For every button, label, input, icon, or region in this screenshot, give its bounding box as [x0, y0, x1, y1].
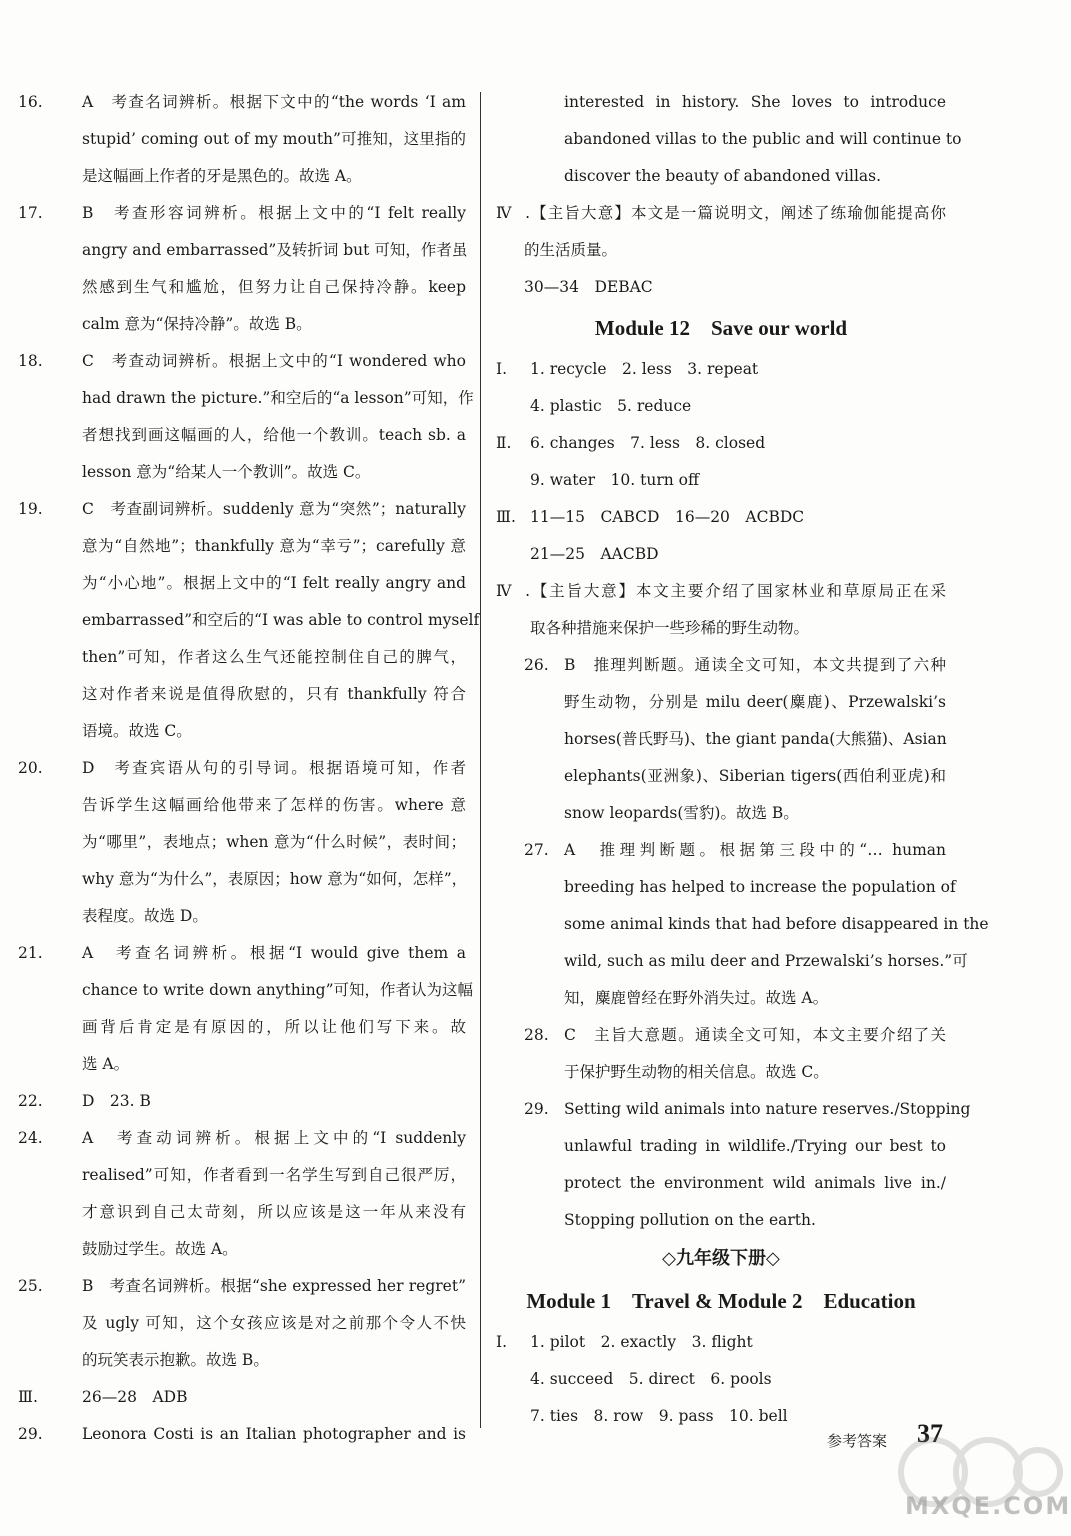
text-line — [18, 1120, 466, 1157]
line-text: 意为“自然地”；thankfully 意为“幸亏”；carefully 意 — [82, 537, 466, 555]
text-line — [18, 861, 466, 898]
line-text: 【主旨大意】本文主要介绍了国家林业和草原局正在采 — [530, 582, 946, 600]
footer-label: 参考答案 — [827, 1432, 888, 1450]
line-text: Stopping pollution on the earth. — [564, 1211, 816, 1229]
column-divider — [480, 92, 481, 1428]
text-line — [496, 647, 946, 684]
text-line — [496, 610, 946, 647]
text-line — [18, 1416, 466, 1453]
line-text: A 考查名词辨析。根据“I would give them a — [82, 944, 466, 962]
text-line — [496, 269, 946, 306]
item-number: 29. — [524, 1100, 549, 1118]
line-text: 语境。故选 C。 — [82, 722, 192, 740]
line-text: 告诉学生这幅画给他带来了怎样的伤害。where 意 — [82, 796, 466, 814]
text-line — [496, 499, 946, 536]
section-number: Ⅱ. — [496, 434, 512, 452]
text-line — [18, 972, 474, 1009]
line-text: 30—34 DEBAC — [524, 278, 653, 296]
line-text: breeding has helped to increase the population of — [564, 878, 956, 896]
text-line — [496, 980, 946, 1017]
line-text: discover the beauty of abandoned villas. — [564, 167, 882, 185]
line-text: 选 A。 — [82, 1055, 130, 1073]
line-text: B 考查形容词辨析。根据上文中的“I felt really — [82, 204, 466, 222]
text-line — [496, 1165, 946, 1202]
line-text: stupid’ coming out of my mouth”可推知，这里指的 — [82, 130, 466, 148]
module-12-title: Module 12 Save our world — [594, 316, 848, 340]
text-line — [496, 536, 946, 573]
text-line — [496, 758, 946, 795]
text-line — [18, 565, 466, 602]
text-line — [496, 869, 956, 906]
text-line — [496, 1017, 946, 1054]
text-line — [496, 721, 946, 758]
text-line — [496, 943, 968, 980]
text-line — [496, 462, 946, 499]
watermark-text: MXQE.COM — [905, 1492, 1071, 1520]
page-number: 37 — [917, 1419, 943, 1448]
text-line — [496, 1091, 971, 1128]
line-text: realised”可知，作者看到一名学生写到自己很严厉， — [82, 1166, 466, 1184]
text-line — [18, 380, 474, 417]
line-text: unlawful trading in wildlife./Trying our best to — [564, 1137, 946, 1155]
line-text: 于保护野生动物的相关信息。故选 C。 — [564, 1063, 829, 1081]
line-text: 4. succeed 5. direct 6. pools — [530, 1370, 772, 1388]
text-line — [496, 832, 946, 869]
module-1-title: Module 1 Travel & Module 2 Education — [526, 1289, 916, 1313]
text-line — [18, 454, 466, 491]
line-text: 及 ugly 可知，这个女孩应该是对之前那个令人不快 — [82, 1314, 466, 1332]
text-line — [496, 795, 946, 832]
section-number: Ⅰ. — [496, 360, 508, 378]
line-text: abandoned villas to the public and will continue to — [564, 130, 962, 148]
text-line — [496, 684, 946, 721]
item-number: 20. — [18, 759, 43, 777]
line-text: 然感到生气和尴尬，但努力让自己保持冷静。keep — [82, 278, 466, 296]
line-text: B 考查名词辨析。根据“she expressed her regret” — [82, 1277, 466, 1295]
line-text: protect the environment wild animals live in./ — [564, 1174, 946, 1192]
text-line — [18, 824, 466, 861]
line-text: 21—25 AACBD — [530, 545, 659, 563]
line-text: Leonora Costi is an Italian photographer and is — [82, 1425, 466, 1443]
line-text: 画背后肯定是有原因的，所以让他们写下来。故 — [82, 1018, 466, 1036]
text-line — [496, 351, 946, 388]
line-text: then”可知，作者这么生气还能控制住自己的脾气， — [82, 648, 466, 666]
line-text: 取各种措施来保护一些珍稀的野生动物。 — [530, 619, 810, 637]
text-line — [18, 343, 466, 380]
text-line — [18, 750, 466, 787]
text-line — [496, 1202, 946, 1239]
line-text: wild, such as milu deer and Przewalski’s horses.”可 — [564, 952, 968, 970]
line-text: A 推理判断题。根据第三段中的“… human — [564, 841, 946, 859]
line-text: 的生活质量。 — [524, 241, 618, 259]
line-text: snow leopards(雪豹)。故选 B。 — [564, 804, 799, 822]
text-line — [496, 388, 946, 425]
text-line — [18, 269, 466, 306]
section-number: Ⅳ. — [496, 582, 530, 600]
text-line — [496, 158, 946, 195]
item-number: 28. — [524, 1026, 549, 1044]
text-line — [496, 573, 946, 610]
text-line — [496, 1361, 946, 1398]
text-line — [18, 121, 466, 158]
line-text: 为“小心地”。根据上文中的“I felt really angry and — [82, 574, 466, 592]
text-line — [18, 528, 466, 565]
line-text: C 考查副词辨析。suddenly 意为“突然”；naturally — [82, 500, 466, 518]
section-number: Ⅲ. — [496, 508, 516, 526]
section-number: Ⅳ. — [496, 204, 530, 222]
left-column — [18, 84, 480, 1453]
line-text: 1. pilot 2. exactly 3. flight — [530, 1333, 753, 1351]
text-line — [496, 1324, 946, 1361]
line-text: 才意识到自己太苛刻，所以应该是这一年从来没有 — [82, 1203, 466, 1221]
line-text: C 考查动词辨析。根据上文中的“I wondered who — [82, 352, 466, 370]
line-text: 是这幅画上作者的牙是黑色的。故选 A。 — [82, 167, 362, 185]
item-number: 27. — [524, 841, 549, 859]
line-text: embarrassed”和空后的“I was able to control myself — [82, 611, 480, 629]
text-line — [18, 602, 480, 639]
line-text: horses(普氏野马)、the giant panda(大熊猫)、Asian — [564, 730, 947, 748]
text-line — [496, 425, 946, 462]
text-line — [18, 1046, 466, 1083]
line-text: B 推理判断题。通读全文可知，本文共提到了六种 — [564, 656, 946, 674]
line-text: angry and embarrassed”及转折词 but 可知，作者虽 — [82, 241, 468, 259]
line-text: 这对作者来说是值得欣慰的，只有 thankfully 符合 — [82, 685, 466, 703]
line-text: why 意为“为什么”，表原因；how 意为“如何，怎样”， — [82, 870, 468, 888]
item-number: 21. — [18, 944, 43, 962]
volume-title: ◇九年级下册◇ — [662, 1248, 780, 1269]
text-line — [496, 232, 946, 269]
line-text: A 考查动词辨析。根据上文中的“I suddenly — [82, 1129, 466, 1147]
line-text: 表程度。故选 D。 — [82, 907, 208, 925]
text-line — [18, 1157, 466, 1194]
line-text: 6. changes 7. less 8. closed — [530, 434, 766, 452]
line-text: interested in history. She loves to introduce — [564, 93, 946, 111]
section-number: Ⅲ. — [18, 1388, 38, 1406]
text-line — [496, 84, 946, 121]
line-text: 4. plastic 5. reduce — [530, 397, 692, 415]
line-text: 26—28 ADB — [82, 1388, 188, 1406]
text-line — [18, 1305, 466, 1342]
line-text: D 考查宾语从句的引导词。根据语境可知，作者 — [82, 759, 466, 777]
line-text: 9. water 10. turn off — [530, 471, 699, 489]
text-line — [18, 713, 466, 750]
text-line — [496, 906, 989, 943]
text-line — [18, 1083, 466, 1120]
line-text: calm 意为“保持冷静”。故选 B。 — [82, 315, 312, 333]
line-text: had drawn the picture.”和空后的“a lesson”可知，作 — [82, 389, 474, 407]
text-line — [18, 1268, 466, 1305]
text-line — [18, 195, 466, 232]
line-text: C 主旨大意题。通读全文可知，本文主要介绍了关 — [564, 1026, 946, 1044]
line-text: 的玩笑表示抱歉。故选 B。 — [82, 1351, 269, 1369]
text-line — [18, 84, 466, 121]
line-text: D 23. B — [82, 1092, 151, 1110]
text-line — [18, 1231, 466, 1268]
text-line — [18, 1342, 466, 1379]
line-text: 鼓励过学生。故选 A。 — [82, 1240, 238, 1258]
item-number: 17. — [18, 204, 43, 222]
line-text: 者想找到画这幅画的人，给他一个教训。teach sb. a — [82, 426, 466, 444]
text-line — [496, 1128, 946, 1165]
line-text: elephants(亚洲象)、Siberian tigers(西伯利亚虎)和 — [564, 767, 946, 785]
text-line — [18, 639, 466, 676]
line-text: lesson 意为“给某人一个教训”。故选 C。 — [82, 463, 371, 481]
line-text: Setting wild animals into nature reserves./Stopping — [564, 1100, 971, 1118]
item-number: 16. — [18, 93, 43, 111]
text-line — [18, 1009, 466, 1046]
text-line — [18, 491, 466, 528]
item-number: 25. — [18, 1277, 43, 1295]
item-number: 29. — [18, 1425, 43, 1443]
section-number: Ⅰ. — [496, 1333, 508, 1351]
text-line — [18, 306, 466, 343]
item-number: 24. — [18, 1129, 43, 1147]
text-line — [18, 1379, 466, 1416]
line-text: 野生动物，分别是 milu deer(麋鹿)、Przewalski’s — [564, 693, 946, 711]
right-column — [496, 84, 989, 1435]
text-line — [18, 1194, 466, 1231]
line-text: 7. ties 8. row 9. pass 10. bell — [530, 1407, 788, 1425]
text-line — [18, 676, 466, 713]
item-number: 19. — [18, 500, 43, 518]
line-text: 11—15 CABCD 16—20 ACBDC — [530, 508, 805, 526]
line-text: 1. recycle 2. less 3. repeat — [530, 360, 759, 378]
text-line — [18, 787, 466, 824]
text-line — [18, 898, 466, 935]
line-text: some animal kinds that had before disappeared in the — [564, 915, 989, 933]
text-line — [18, 935, 466, 972]
text-line — [496, 121, 962, 158]
text-line — [18, 417, 466, 454]
text-line — [496, 1054, 946, 1091]
line-text: 【主旨大意】本文是一篇说明文，阐述了练瑜伽能提高你 — [530, 204, 946, 222]
line-text: chance to write down anything”可知，作者认为这幅 — [82, 981, 474, 999]
line-text: 知，麋鹿曾经在野外消失过。故选 A。 — [564, 989, 829, 1007]
text-line — [496, 195, 946, 232]
text-line — [18, 232, 466, 269]
item-number: 22. — [18, 1092, 43, 1110]
text-line — [18, 158, 466, 195]
item-number: 26. — [524, 656, 549, 674]
item-number: 18. — [18, 352, 43, 370]
line-text: A 考查名词辨析。根据下文中的“the words ‘I am — [82, 93, 466, 111]
line-text: 为“哪里”，表地点；when 意为“什么时候”，表时间； — [82, 833, 466, 851]
